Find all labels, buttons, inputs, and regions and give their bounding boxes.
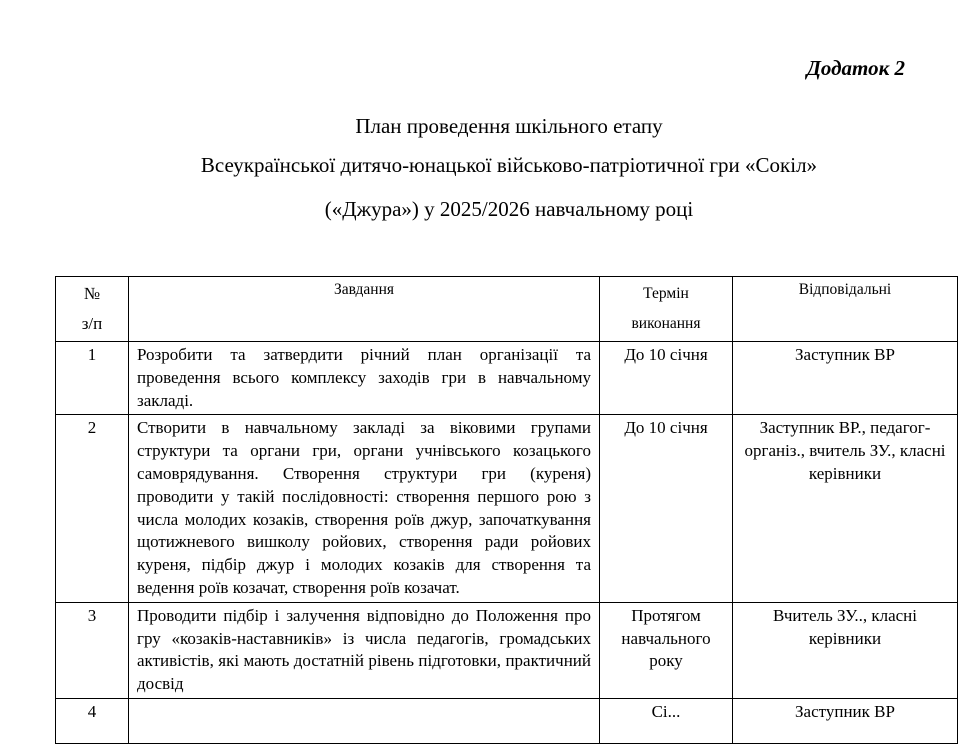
- row-responsible: Вчитель ЗУ.., класні керівники: [733, 602, 958, 698]
- table-row: [56, 602, 958, 698]
- row-term: До 10 січня: [600, 415, 733, 602]
- header-task: Завдання: [129, 277, 600, 342]
- header-number: [56, 277, 129, 342]
- row-term: Протягом навчального року: [600, 602, 733, 698]
- row-term: Сі...: [600, 698, 733, 743]
- table-row: [56, 415, 958, 602]
- table-row: [56, 698, 958, 743]
- row-number: 3: [56, 602, 129, 698]
- row-task: Проводити підбір і залучення відповідно до Положення про гру «козаків-наставників» із числа педагогів, громадських активістів, які мають достатній рівень підготовки, практичний досвід: [129, 602, 600, 698]
- table-header-row: [56, 277, 958, 342]
- row-responsible: Заступник ВР: [733, 342, 958, 415]
- header-term: [600, 277, 733, 342]
- row-number: 2: [56, 415, 129, 602]
- title-line-2: Всеукраїнської дитячо-юнацької військово-патріотичної гри «Сокіл»: [200, 153, 818, 177]
- row-task: [129, 698, 600, 743]
- row-task: Розробити та затвердити річний план організації та проведення всього комплексу заходів гри в навчальному закладі.: [129, 342, 600, 415]
- title-line-3: («Джура») у 2025/2026 навчальному році: [324, 197, 694, 221]
- appendix-label: Додаток 2: [806, 56, 905, 80]
- row-term: До 10 січня: [600, 342, 733, 415]
- row-task: Створити в навчальному закладі за віковими групами структури та органи гри, органи учнівського козацького самоврядування. Створення структури гри (куреня) проводити у такій послідовності: створення першого рою з числа молодих козаків, створення роїв джур, започаткування щотижневого вишколу ройових, створення ради ройових куреня, підбір джур і молодих козаків для створення та ведення роїв козачат, створення роїв козачат.: [129, 415, 600, 602]
- title-line-1: План проведення шкільного етапу: [355, 114, 663, 138]
- plan-table: [55, 276, 958, 744]
- header-number-line2: з/п: [81, 314, 103, 333]
- header-number-line1: №: [83, 284, 101, 303]
- row-responsible: Заступник ВР: [733, 698, 958, 743]
- row-number: 1: [56, 342, 129, 415]
- header-responsible: Відповідальні: [733, 277, 958, 342]
- row-number: 4: [56, 698, 129, 743]
- table-row: [56, 342, 958, 415]
- header-term-line1: Термін: [643, 285, 689, 302]
- row-responsible: Заступник ВР., педагог-організ., вчитель ЗУ., класні керівники: [733, 415, 958, 602]
- header-term-line2: виконання: [631, 315, 701, 332]
